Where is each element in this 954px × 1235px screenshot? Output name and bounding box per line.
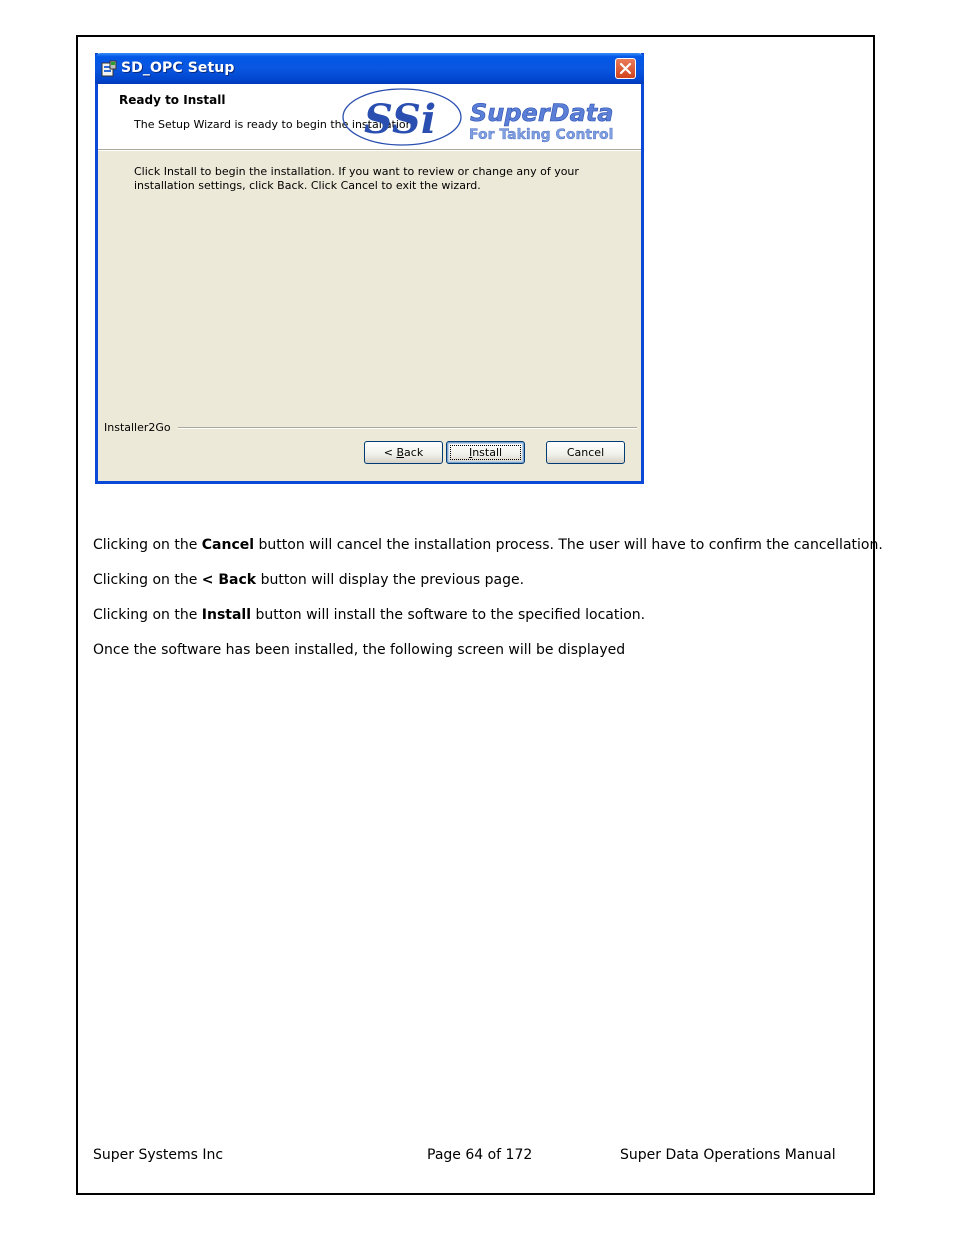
cancel-button[interactable]: Cancel bbox=[546, 441, 625, 464]
wizard-header bbox=[98, 84, 641, 149]
logo-mark: SSi bbox=[364, 96, 437, 143]
title-bar[interactable] bbox=[95, 53, 644, 84]
installer-app-icon bbox=[101, 60, 117, 77]
footer-manual-title: Super Data Operations Manual bbox=[620, 1147, 836, 1163]
instructions-text bbox=[134, 165, 594, 193]
installer-branding: Installer2Go bbox=[104, 421, 171, 434]
paragraph-install: Clicking on the Install button will install the software to the specified location. bbox=[93, 607, 646, 623]
install-button[interactable]: Install bbox=[446, 441, 525, 464]
step-title: Ready to Install bbox=[119, 93, 226, 107]
paragraph-back: Clicking on the < Back button will display the previous page. bbox=[93, 572, 525, 588]
close-button[interactable] bbox=[615, 58, 636, 79]
instructions-line-1: Click Install to begin the installation. If you want to review or change any of your bbox=[134, 165, 579, 178]
logo-tagline: For Taking Control bbox=[469, 127, 614, 143]
logo-brand: SuperData bbox=[470, 99, 614, 127]
branding-divider bbox=[178, 427, 637, 429]
back-button[interactable]: < Back bbox=[364, 441, 443, 464]
instructions-line-2: installation settings, click Back. Click Cancel to exit the wizard. bbox=[134, 179, 481, 192]
header-divider bbox=[98, 149, 641, 151]
footer-company: Super Systems Inc bbox=[93, 1147, 224, 1163]
focus-rect bbox=[450, 445, 521, 460]
superdata-logo bbox=[342, 86, 640, 148]
setup-dialog-window bbox=[95, 53, 644, 484]
step-subtitle: The Setup Wizard is ready to begin the installation bbox=[134, 118, 413, 131]
paragraph-cancel: Clicking on the Cancel button will cancel the installation process. The user will have to confirm the cancellation. bbox=[93, 537, 883, 553]
window-title: SD_OPC Setup bbox=[121, 60, 235, 76]
paragraph-followup: Once the software has been installed, the following screen will be displayed bbox=[93, 642, 626, 658]
close-icon bbox=[619, 62, 632, 75]
footer-page-number: Page 64 of 172 bbox=[427, 1147, 533, 1163]
